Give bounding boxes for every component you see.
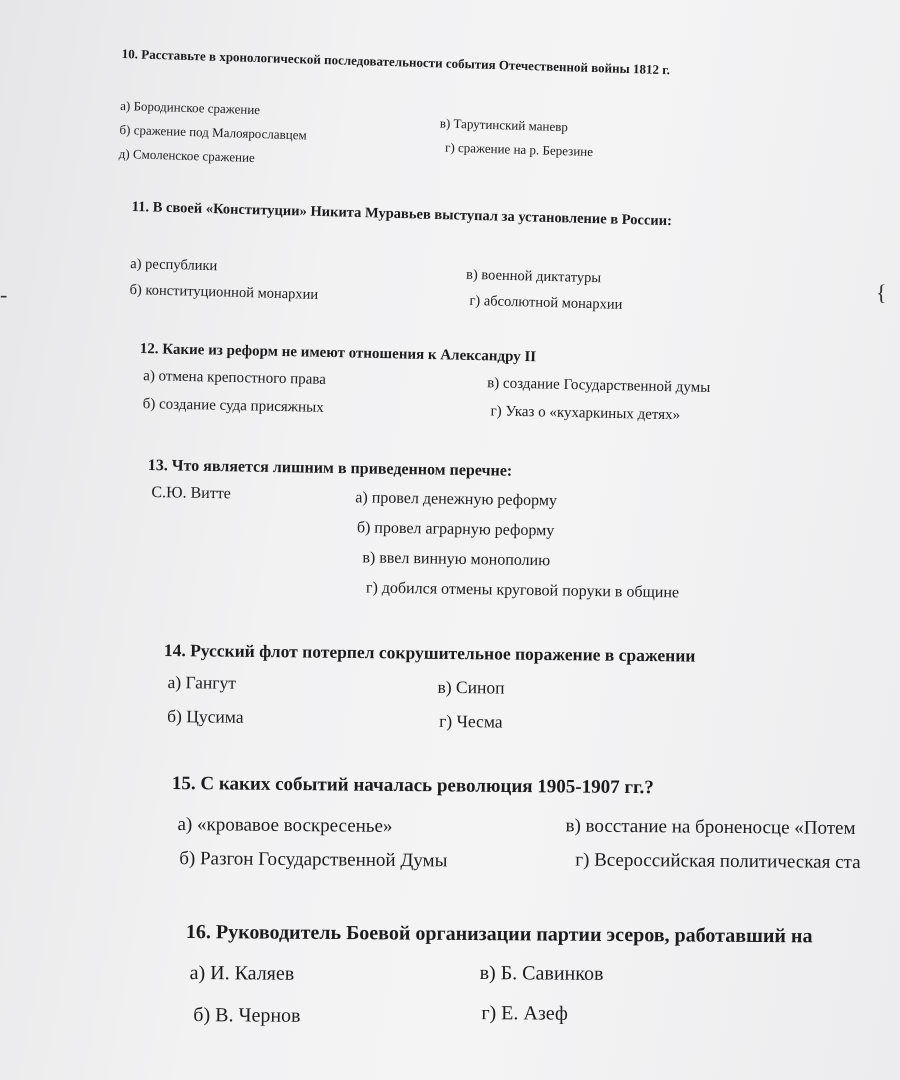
question-10-option-v: в) Тарутинский маневр	[439, 115, 569, 135]
question-11-title: 11. В своей «Конституции» Никита Муравьев выступал за установление в России:	[131, 198, 673, 230]
question-16	[185, 920, 900, 1027]
question-11-option-a: а) республики	[130, 255, 218, 275]
question-12-option-v: в) создание Государственной думы	[487, 375, 711, 396]
question-16-option-g: г) Е. Азеф	[481, 1002, 568, 1025]
question-16-option-v: в) Б. Савинков	[479, 962, 604, 985]
question-13	[147, 456, 828, 602]
question-12-option-g: г) Указ о «кухаркиных детях»	[490, 403, 681, 424]
left-margin-mark: -	[0, 282, 8, 307]
question-10	[118, 46, 772, 165]
question-12-title: 12. Какие из реформ не имеют отношения к Александру II	[139, 340, 537, 366]
question-13-option-a: а) провел денежную реформу	[355, 489, 558, 510]
question-10-option-d: д) Смоленское сражение	[118, 145, 256, 165]
question-15-option-g: г) Всероссийская политическая ста	[575, 849, 861, 874]
right-margin-mark: {	[876, 280, 887, 305]
question-13-option-b: б) провел аграрную реформу	[356, 519, 555, 540]
question-15	[171, 772, 900, 874]
question-16-option-a: а) И. Каляев	[189, 962, 295, 985]
question-13-option-g: г) добился отмены круговой поруки в общине	[365, 579, 680, 602]
question-10-title: 10. Расставьте в хронологической последовательности события Отечественной войны 1812 г.	[121, 46, 671, 78]
question-15-option-a: а) «кровавое воскресенье»	[177, 814, 393, 837]
question-14-option-b: б) Цусима	[167, 706, 244, 727]
question-13-title: 13. Что является лишним в приведенном перечне:	[147, 456, 513, 480]
question-13-option-v: в) ввел винную монополию	[362, 549, 551, 570]
question-10-option-b: б) сражение под Малоярославцем	[119, 121, 307, 143]
question-15-option-b: б) Разгон Государственной Думы	[179, 848, 448, 872]
question-12	[139, 340, 800, 424]
question-11-option-v: в) военной диктатуры	[465, 266, 602, 287]
question-10-option-a: а) Бородинское сражение	[120, 97, 261, 118]
question-15-title: 15. С каких событий началась революция 1905-1907 гг.?	[171, 772, 654, 799]
question-15-option-v: в) восстание на броненосце «Потем	[565, 815, 856, 839]
question-11-option-b: б) конституционной монархии	[129, 281, 319, 303]
question-14-option-a: а) Гангут	[167, 672, 237, 693]
question-14-title: 14. Русский флот потерпел сокрушительное поражение в сражении	[163, 640, 696, 666]
question-10-option-g: г) сражение на р. Березине	[444, 139, 594, 160]
question-16-title: 16. Руководитель Боевой организации партии эсеров, работавший на	[185, 921, 813, 948]
question-16-option-b: б) В. Чернов	[193, 1004, 301, 1027]
question-11	[129, 198, 772, 313]
question-14-option-v: в) Синоп	[437, 676, 505, 698]
question-13-subject: С.Ю. Витте	[151, 484, 231, 503]
question-12-option-a: а) отмена крепостного права	[143, 368, 327, 388]
question-14	[163, 640, 864, 732]
question-14-option-g: г) Чесма	[439, 710, 503, 732]
question-12-option-b: б) создание суда присяжных	[142, 396, 324, 416]
question-11-option-g: г) абсолютной монархии	[469, 292, 623, 313]
